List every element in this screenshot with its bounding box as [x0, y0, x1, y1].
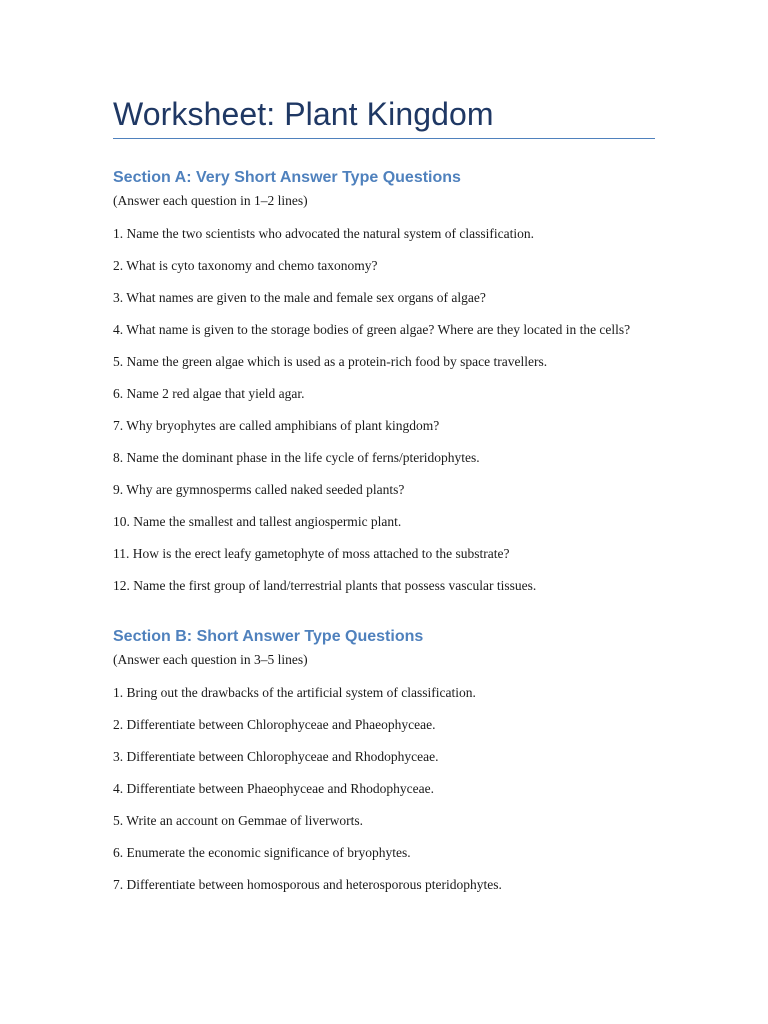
question-a-8: [113, 448, 655, 467]
question-a-6: [113, 384, 655, 403]
question-text: 4. Differentiate between Phaeophyceae and Rhodophyceae.: [113, 781, 434, 796]
question-b-7: [113, 875, 655, 894]
question-b-3: [113, 747, 655, 766]
question-a-4: [113, 320, 655, 339]
question-a-10: [113, 512, 655, 531]
question-b-5: [113, 811, 655, 830]
question-text: 4. What name is given to the storage bodies of green algae? Where are they located in the cells?: [113, 322, 631, 337]
question-text: 2. What is cyto taxonomy and chemo taxonomy?: [113, 258, 378, 273]
question-text: 7. Differentiate between homosporous and heterosporous pteridophytes.: [113, 877, 502, 892]
question-text: 11. How is the erect leafy gametophyte of moss attached to the substrate?: [113, 546, 510, 561]
question-text: 5. Write an account on Gemmae of liverworts.: [113, 813, 364, 828]
question-a-11: [113, 544, 655, 563]
section-a: [113, 168, 655, 595]
question-text: 2. Differentiate between Chlorophyceae and Phaeophyceae.: [113, 717, 436, 732]
question-b-6: [113, 843, 655, 862]
question-text: 12. Name the first group of land/terrestrial plants that possess vascular tissues.: [113, 578, 537, 593]
question-text: 6. Name 2 red algae that yield agar.: [113, 386, 305, 401]
question-text: 3. Differentiate between Chlorophyceae and Rhodophyceae.: [113, 749, 439, 764]
question-b-1: [113, 683, 655, 702]
question-text: 3. What names are given to the male and female sex organs of algae?: [113, 290, 486, 305]
question-a-9: [113, 480, 655, 499]
question-text: 1. Name the two scientists who advocated the natural system of classification.: [113, 226, 535, 241]
question-b-4: [113, 779, 655, 798]
section-b-heading: Section B: Short Answer Type Questions: [113, 628, 424, 645]
section-a-heading: Section A: Very Short Answer Type Questions: [113, 169, 461, 186]
question-b-2: [113, 715, 655, 734]
question-text: 6. Enumerate the economic significance of bryophytes.: [113, 845, 411, 860]
section-b-note: (Answer each question in 3–5 lines): [113, 652, 308, 667]
question-text: 1. Bring out the drawbacks of the artificial system of classification.: [113, 685, 476, 700]
question-text: 7. Why bryophytes are called amphibians of plant kingdom?: [113, 418, 440, 433]
question-a-12: [113, 576, 655, 595]
page-title: Worksheet: Plant Kingdom: [113, 96, 494, 132]
section-a-note: (Answer each question in 1–2 lines): [113, 193, 308, 208]
question-text: 9. Why are gymnosperms called naked seeded plants?: [113, 482, 405, 497]
worksheet-page: [113, 92, 655, 894]
question-a-2: [113, 256, 655, 275]
question-text: 8. Name the dominant phase in the life cycle of ferns/pteridophytes.: [113, 450, 480, 465]
question-a-1: [113, 224, 655, 243]
title-divider: [113, 138, 655, 139]
question-text: 5. Name the green algae which is used as a protein-rich food by space travellers.: [113, 354, 548, 369]
question-a-7: [113, 416, 655, 435]
section-b-question-list: [113, 683, 655, 894]
section-a-question-list: [113, 224, 655, 595]
question-a-3: [113, 288, 655, 307]
question-a-5: [113, 352, 655, 371]
section-b: [113, 627, 655, 894]
question-text: 10. Name the smallest and tallest angiospermic plant.: [113, 514, 402, 529]
